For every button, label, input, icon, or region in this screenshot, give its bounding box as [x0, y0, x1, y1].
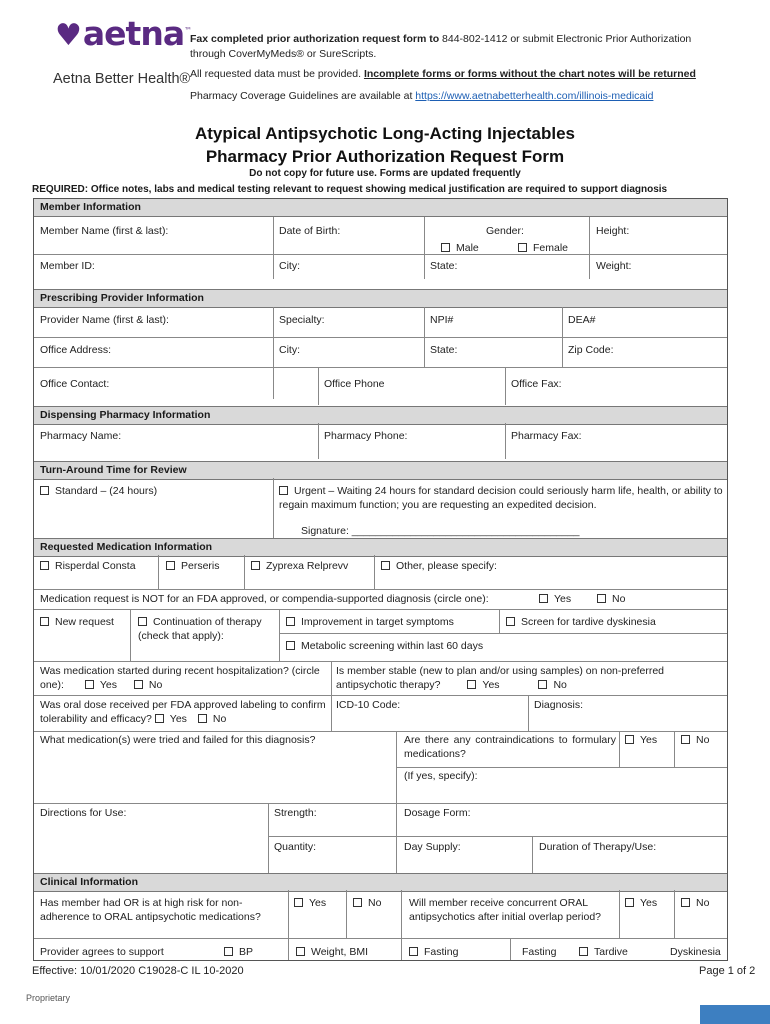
zyprexa-checkbox[interactable]: Zyprexa Relprevv: [251, 559, 348, 573]
member-name-field[interactable]: Member Name (first & last):: [40, 225, 169, 237]
duration-field[interactable]: Duration of Therapy/Use:: [539, 841, 657, 853]
member-state-field[interactable]: State:: [430, 260, 458, 272]
contraindications-question: Are there any contraindications to formulary medications?: [404, 734, 616, 760]
dea-field[interactable]: DEA#: [568, 314, 596, 326]
logo-subtitle: Aetna Better Health®: [53, 71, 191, 87]
tardive-screen-checkbox[interactable]: Screen for tardive dyskinesia: [506, 615, 656, 629]
form-subtitle: Do not copy for future use. Forms are updated frequently: [249, 168, 521, 179]
contra-yes[interactable]: Yes: [625, 733, 657, 747]
provider-city-field[interactable]: City:: [279, 344, 300, 356]
form-title-1: Atypical Antipsychotic Long-Acting Injectables: [194, 124, 576, 143]
page-number: Page 1 of 2: [699, 965, 756, 977]
tardive-checkbox[interactable]: Tardive: [579, 945, 628, 959]
clinical-section-heading: Clinical Information: [34, 873, 727, 892]
directions-field[interactable]: Directions for Use:: [40, 807, 127, 819]
specialty-field[interactable]: Specialty:: [279, 314, 325, 326]
effective-date: Effective: 10/01/2020 C19028-C IL 10-2020: [32, 965, 244, 977]
office-contact-field[interactable]: Office Contact:: [40, 378, 110, 390]
nonadherence-question: Has member had OR is at high risk for non-adherence to ORAL antipsychotic medications?: [40, 897, 261, 923]
oral-dose-question: Was oral dose received per FDA approved labeling to confirm tolerability and efficacy? Yes No: [40, 699, 326, 725]
npi-field[interactable]: NPI#: [430, 314, 454, 326]
provider-agrees-label: Provider agrees to support: [40, 946, 164, 958]
data-notice: All requested data must be provided. Incomplete forms or forms without the chart notes will be returned: [190, 68, 696, 80]
concurrent-yes[interactable]: Yes: [625, 896, 657, 910]
form-title-2: Pharmacy Prior Authorization Request Form: [205, 147, 565, 166]
female-checkbox[interactable]: Female: [518, 241, 568, 255]
hospital-question: Was medication started during recent hospitalization? (circle one): Yes No: [40, 665, 320, 691]
continuation-checkbox[interactable]: Continuation of therapy (check that apply):: [138, 616, 262, 642]
urgent-checkbox[interactable]: Urgent – Waiting 24 hours for standard decision could seriously harm life, health, or ability to regain maximum function; you are requesting an expedited decision.: [279, 485, 723, 511]
risk-yes[interactable]: Yes: [294, 896, 326, 910]
provider-state-field[interactable]: State:: [430, 344, 458, 356]
perseris-checkbox[interactable]: Perseris: [166, 559, 220, 573]
fasting-1-checkbox[interactable]: Fasting: [409, 945, 458, 959]
office-address-field[interactable]: Office Address:: [40, 344, 112, 356]
pharmacy-section-heading: Dispensing Pharmacy Information: [34, 406, 727, 425]
stable-question: Is member stable (new to plan and/or using samples) on non-preferred antipsychotic therapy? Yes No: [336, 665, 665, 691]
if-yes-specify-field[interactable]: (If yes, specify):: [404, 770, 478, 782]
provider-section-heading: Prescribing Provider Information: [34, 289, 727, 308]
turnaround-section-heading: Turn-Around Time for Review: [34, 461, 727, 480]
zip-field[interactable]: Zip Code:: [568, 344, 614, 356]
required-notice: REQUIRED: Office notes, labs and medical testing relevant to request showing medical justification are required to support diagnosis: [32, 184, 668, 195]
office-fax-field[interactable]: Office Fax:: [511, 378, 562, 390]
not-fda-question: Medication request is NOT for an FDA approved, or compendia-supported diagnosis (circle one):: [40, 593, 489, 605]
proprietary-label: Proprietary: [26, 993, 71, 1003]
new-request-checkbox[interactable]: New request: [40, 615, 125, 629]
risk-no[interactable]: No: [353, 896, 381, 910]
fasting-2-label: Fasting: [522, 946, 557, 958]
concurrent-question: Will member receive concurrent ORAL antipsychotics after initial overlap period?: [409, 897, 602, 923]
dob-field[interactable]: Date of Birth:: [279, 225, 341, 237]
day-supply-field[interactable]: Day Supply:: [404, 841, 461, 853]
member-id-field[interactable]: Member ID:: [40, 260, 95, 272]
bp-checkbox[interactable]: BP: [224, 945, 253, 959]
tried-failed-field[interactable]: What medication(s) were tried and failed for this diagnosis?: [40, 734, 316, 746]
guidelines-link[interactable]: https://www.aetnabetterhealth.com/illinois-medicaid: [415, 90, 654, 102]
height-field[interactable]: Height:: [596, 225, 630, 237]
contra-no[interactable]: No: [681, 733, 709, 747]
weight-bmi-checkbox[interactable]: Weight, BMI: [296, 945, 368, 959]
prior-auth-form: [33, 198, 728, 961]
improvement-checkbox[interactable]: Improvement in target symptoms: [286, 615, 454, 629]
member-city-field[interactable]: City:: [279, 260, 300, 272]
metabolic-checkbox[interactable]: Metabolic screening within last 60 days: [286, 639, 483, 653]
weight-field[interactable]: Weight:: [596, 260, 632, 272]
signature-field[interactable]: Signature: _______________________________________: [301, 525, 580, 537]
risperdal-checkbox[interactable]: Risperdal Consta: [40, 559, 136, 573]
quantity-field[interactable]: Quantity:: [274, 841, 317, 853]
not-fda-no[interactable]: No: [597, 592, 625, 606]
provider-name-field[interactable]: Provider Name (first & last):: [40, 314, 169, 326]
gender-label: Gender:: [486, 225, 524, 237]
guidelines-line: Pharmacy Coverage Guidelines are available at https://www.aetnabetterhealth.com/illinois-medicaid: [190, 90, 654, 102]
not-fda-yes[interactable]: Yes: [539, 592, 571, 606]
heart-icon: ♥: [55, 18, 81, 53]
pharmacy-name-field[interactable]: Pharmacy Name:: [40, 430, 122, 442]
fax-instructions: Fax completed prior authorization request form to 844-802-1412 or submit Electronic Prior Authorization through CoverMyMeds® or SureScripts.: [190, 33, 692, 60]
icd10-field[interactable]: ICD-10 Code:: [336, 699, 401, 711]
dyskinesia-label: Dyskinesia: [670, 946, 721, 958]
other-med-checkbox[interactable]: Other, please specify:: [381, 559, 497, 573]
medication-section-heading: Requested Medication Information: [34, 538, 727, 557]
pharmacy-phone-field[interactable]: Pharmacy Phone:: [324, 430, 408, 442]
member-section-heading: Member Information: [34, 199, 727, 217]
pharmacy-fax-field[interactable]: Pharmacy Fax:: [511, 430, 582, 442]
male-checkbox[interactable]: Male: [441, 241, 479, 255]
strength-field[interactable]: Strength:: [274, 807, 317, 819]
standard-checkbox[interactable]: Standard – (24 hours): [40, 484, 157, 498]
dosage-form-field[interactable]: Dosage Form:: [404, 807, 471, 819]
diagnosis-field[interactable]: Diagnosis:: [534, 699, 584, 711]
footer-accent-bar: [700, 1005, 770, 1024]
office-phone-field[interactable]: Office Phone: [324, 378, 385, 390]
aetna-logo: ♥aetna™: [55, 14, 192, 53]
concurrent-no[interactable]: No: [681, 896, 709, 910]
